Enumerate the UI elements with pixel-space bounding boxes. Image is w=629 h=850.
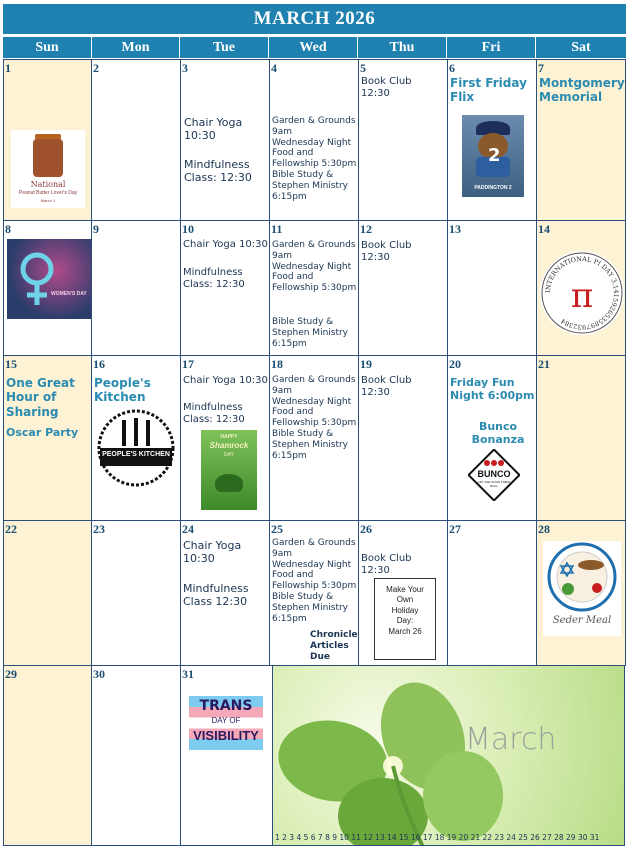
event-book-club: Book Club 12:30 xyxy=(361,76,412,99)
event-chair-yoga: Chair Yoga 10:30 xyxy=(184,116,243,143)
day-number: 9 xyxy=(93,222,99,236)
event-mindfulness: Mindfulness Class: 12:30 xyxy=(183,267,245,290)
day-number: 13 xyxy=(449,222,461,236)
pi-day-image xyxy=(540,251,624,335)
day-cell-20[interactable] xyxy=(447,355,537,521)
day-number: 24 xyxy=(182,522,194,536)
day-cell-13[interactable] xyxy=(447,220,537,356)
event-book-club: Book Club 12:30 xyxy=(361,240,412,263)
day-number: 3 xyxy=(182,61,188,75)
weekday-wed: Wed xyxy=(269,37,357,58)
clover-march-word: March xyxy=(465,722,557,757)
day-cell-22[interactable] xyxy=(3,520,92,666)
event-book-club: Book Club 12:30 xyxy=(361,553,412,576)
event-one-great-hour: One Great Hour of Sharing xyxy=(6,376,75,419)
event-bunco-bonanza: Bunco Bonanza xyxy=(471,420,525,447)
pi-symbol-icon: π xyxy=(570,276,594,316)
day-number: 30 xyxy=(93,667,105,681)
event-oscar-party: Oscar Party xyxy=(6,426,79,439)
day-cell-27[interactable] xyxy=(447,520,537,666)
day-cell-30[interactable] xyxy=(91,665,181,846)
day-number: 31 xyxy=(182,667,194,681)
calendar-title: MARCH 2026 xyxy=(3,4,626,34)
day-number: 17 xyxy=(182,357,194,371)
day-cell-9[interactable] xyxy=(91,220,181,356)
day-cell-2[interactable] xyxy=(91,59,181,221)
day-number: 14 xyxy=(538,222,550,236)
day-cell-19[interactable] xyxy=(358,355,448,521)
event-mindfulness: Mindfulness Class 12:30 xyxy=(183,582,249,609)
event-mindfulness: Mindfulness Class: 12:30 xyxy=(183,402,245,425)
day-number: 19 xyxy=(360,357,372,371)
day-cell-1[interactable] xyxy=(3,59,92,221)
day-number: 28 xyxy=(538,522,550,536)
event-wednesday: Garden & Grounds 9am Wednesday Night Food and Fellowship 5:30pm Bible Study & Stephen Ministry 6:15pm xyxy=(272,375,357,461)
day-cell-29[interactable] xyxy=(3,665,92,846)
day-number: 16 xyxy=(93,357,105,371)
day-cell-31[interactable] xyxy=(180,665,273,846)
bunco-sign-image: BUNCO LET THE GOOD TIMES ROLL xyxy=(468,449,520,501)
paddington-poster-image: 2 PADDINGTON 2 xyxy=(462,115,524,197)
day-number: 11 xyxy=(271,222,283,236)
event-wednesday: Garden & Grounds 9am Wednesday Night Food and Fellowship 5:30pm Bible Study & Stephen Ministry 6:15pm xyxy=(272,538,357,624)
day-number: 15 xyxy=(5,357,17,371)
event-chair-yoga: Chair Yoga 10:30 xyxy=(183,375,268,386)
day-cell-6[interactable] xyxy=(447,59,537,221)
day-cell-5[interactable] xyxy=(358,59,448,221)
day-number: 6 xyxy=(449,61,455,75)
calendar xyxy=(3,4,626,846)
day-number: 22 xyxy=(5,522,17,536)
event-wednesday: Garden & Grounds 9am Wednesday Night Food and Fellowship 5:30pm xyxy=(272,240,357,294)
day-cell-11[interactable] xyxy=(269,220,359,356)
day-number: 21 xyxy=(538,357,550,371)
day-cell-17[interactable] xyxy=(180,355,270,521)
day-number: 12 xyxy=(360,222,372,236)
day-number: 29 xyxy=(5,667,17,681)
day-number: 7 xyxy=(538,61,544,75)
event-mindfulness: Mindfulness Class: 12:30 xyxy=(184,158,252,185)
day-number: 5 xyxy=(360,61,366,75)
day-cell-25[interactable] xyxy=(269,520,359,666)
event-first-friday-flix: First Friday Flix xyxy=(450,76,527,105)
day-number: 25 xyxy=(271,522,283,536)
shamrock-day-image: HAPPY Shamrock DAY xyxy=(201,430,257,510)
day-number: 1 xyxy=(5,61,11,75)
day-number: 4 xyxy=(271,61,277,75)
peanut-butter-day-image: National Peanut Butter Lover's Day March 1 xyxy=(11,130,85,208)
day-cell-15[interactable] xyxy=(3,355,92,521)
day-cell-16[interactable] xyxy=(91,355,181,521)
event-wednesday: Garden & Grounds 9am Wednesday Night Food and Fellowship 5:30pm Bible Study & Stephen Ministry 6:15pm xyxy=(272,116,357,202)
day-cell-18[interactable] xyxy=(269,355,359,521)
event-peoples-kitchen: People's Kitchen xyxy=(94,376,151,405)
event-montgomery-memorial: Montgomery Memorial xyxy=(539,76,625,105)
day-cell-10[interactable] xyxy=(180,220,270,356)
hat-icon xyxy=(215,474,243,492)
event-chronicle-articles: Chronicle Articles Due xyxy=(310,630,358,662)
day-cell-12[interactable] xyxy=(358,220,448,356)
day-number: 26 xyxy=(360,522,372,536)
march-clover-image xyxy=(272,665,625,846)
day-number: 10 xyxy=(182,222,194,236)
event-book-club: Book Club 12:30 xyxy=(361,375,412,398)
four-leaf-clover-icon xyxy=(273,666,625,846)
day-number: 27 xyxy=(449,522,461,536)
day-cell-28[interactable] xyxy=(536,520,626,666)
weekday-mon: Mon xyxy=(92,37,179,58)
weekday-sun: Sun xyxy=(3,37,91,58)
day-cell-3[interactable] xyxy=(180,59,270,221)
seder-meal-image: Seder Meal xyxy=(543,541,621,636)
weekday-sat: Sat xyxy=(536,37,626,58)
day-number: 23 xyxy=(93,522,105,536)
weekday-fri: Fri xyxy=(447,37,535,58)
holiday-day-image: Make Your Own Holiday Day: March 26 xyxy=(374,578,436,660)
event-chair-yoga: Chair Yoga 10:30 xyxy=(183,239,268,250)
day-cell-26[interactable] xyxy=(358,520,448,666)
svg-text:INTERNATIONAL PI DAY 3.1415926: INTERNATIONAL PI DAY 3.1415926535897932384 xyxy=(543,254,621,332)
day-number: 18 xyxy=(271,357,283,371)
weekday-thu: Thu xyxy=(358,37,446,58)
event-friday-fun-night: Friday Fun Night 6:00pm xyxy=(450,376,535,403)
day-cell-14[interactable] xyxy=(536,220,626,356)
day-cell-7[interactable] xyxy=(536,59,626,221)
day-number: 2 xyxy=(93,61,99,75)
day-cell-23[interactable] xyxy=(91,520,181,666)
day-number: 8 xyxy=(5,222,11,236)
event-bible-study: Bible Study & Stephen Ministry 6:15pm xyxy=(272,317,349,349)
peoples-kitchen-logo: PEOPLE'S KITCHEN xyxy=(96,408,176,488)
day-number: 20 xyxy=(449,357,461,371)
day-cell-21[interactable] xyxy=(536,355,626,521)
womens-day-image: WOMEN'S DAY xyxy=(7,239,91,319)
weekday-tue: Tue xyxy=(180,37,268,58)
trans-visibility-image: TRANS DAY OF VISIBILITY xyxy=(189,696,263,750)
event-chair-yoga: Chair Yoga 10:30 xyxy=(183,539,242,566)
day-cell-4[interactable] xyxy=(269,59,359,221)
day-cell-8[interactable] xyxy=(3,220,92,356)
clover-number-row: 1 2 3 4 5 6 7 8 9 10 11 12 13 14 15 16 17 18 19 20 21 22 23 24 25 26 27 28 29 30 31 xyxy=(275,833,600,842)
venus-symbol-icon xyxy=(7,239,91,319)
day-cell-24[interactable] xyxy=(180,520,270,666)
